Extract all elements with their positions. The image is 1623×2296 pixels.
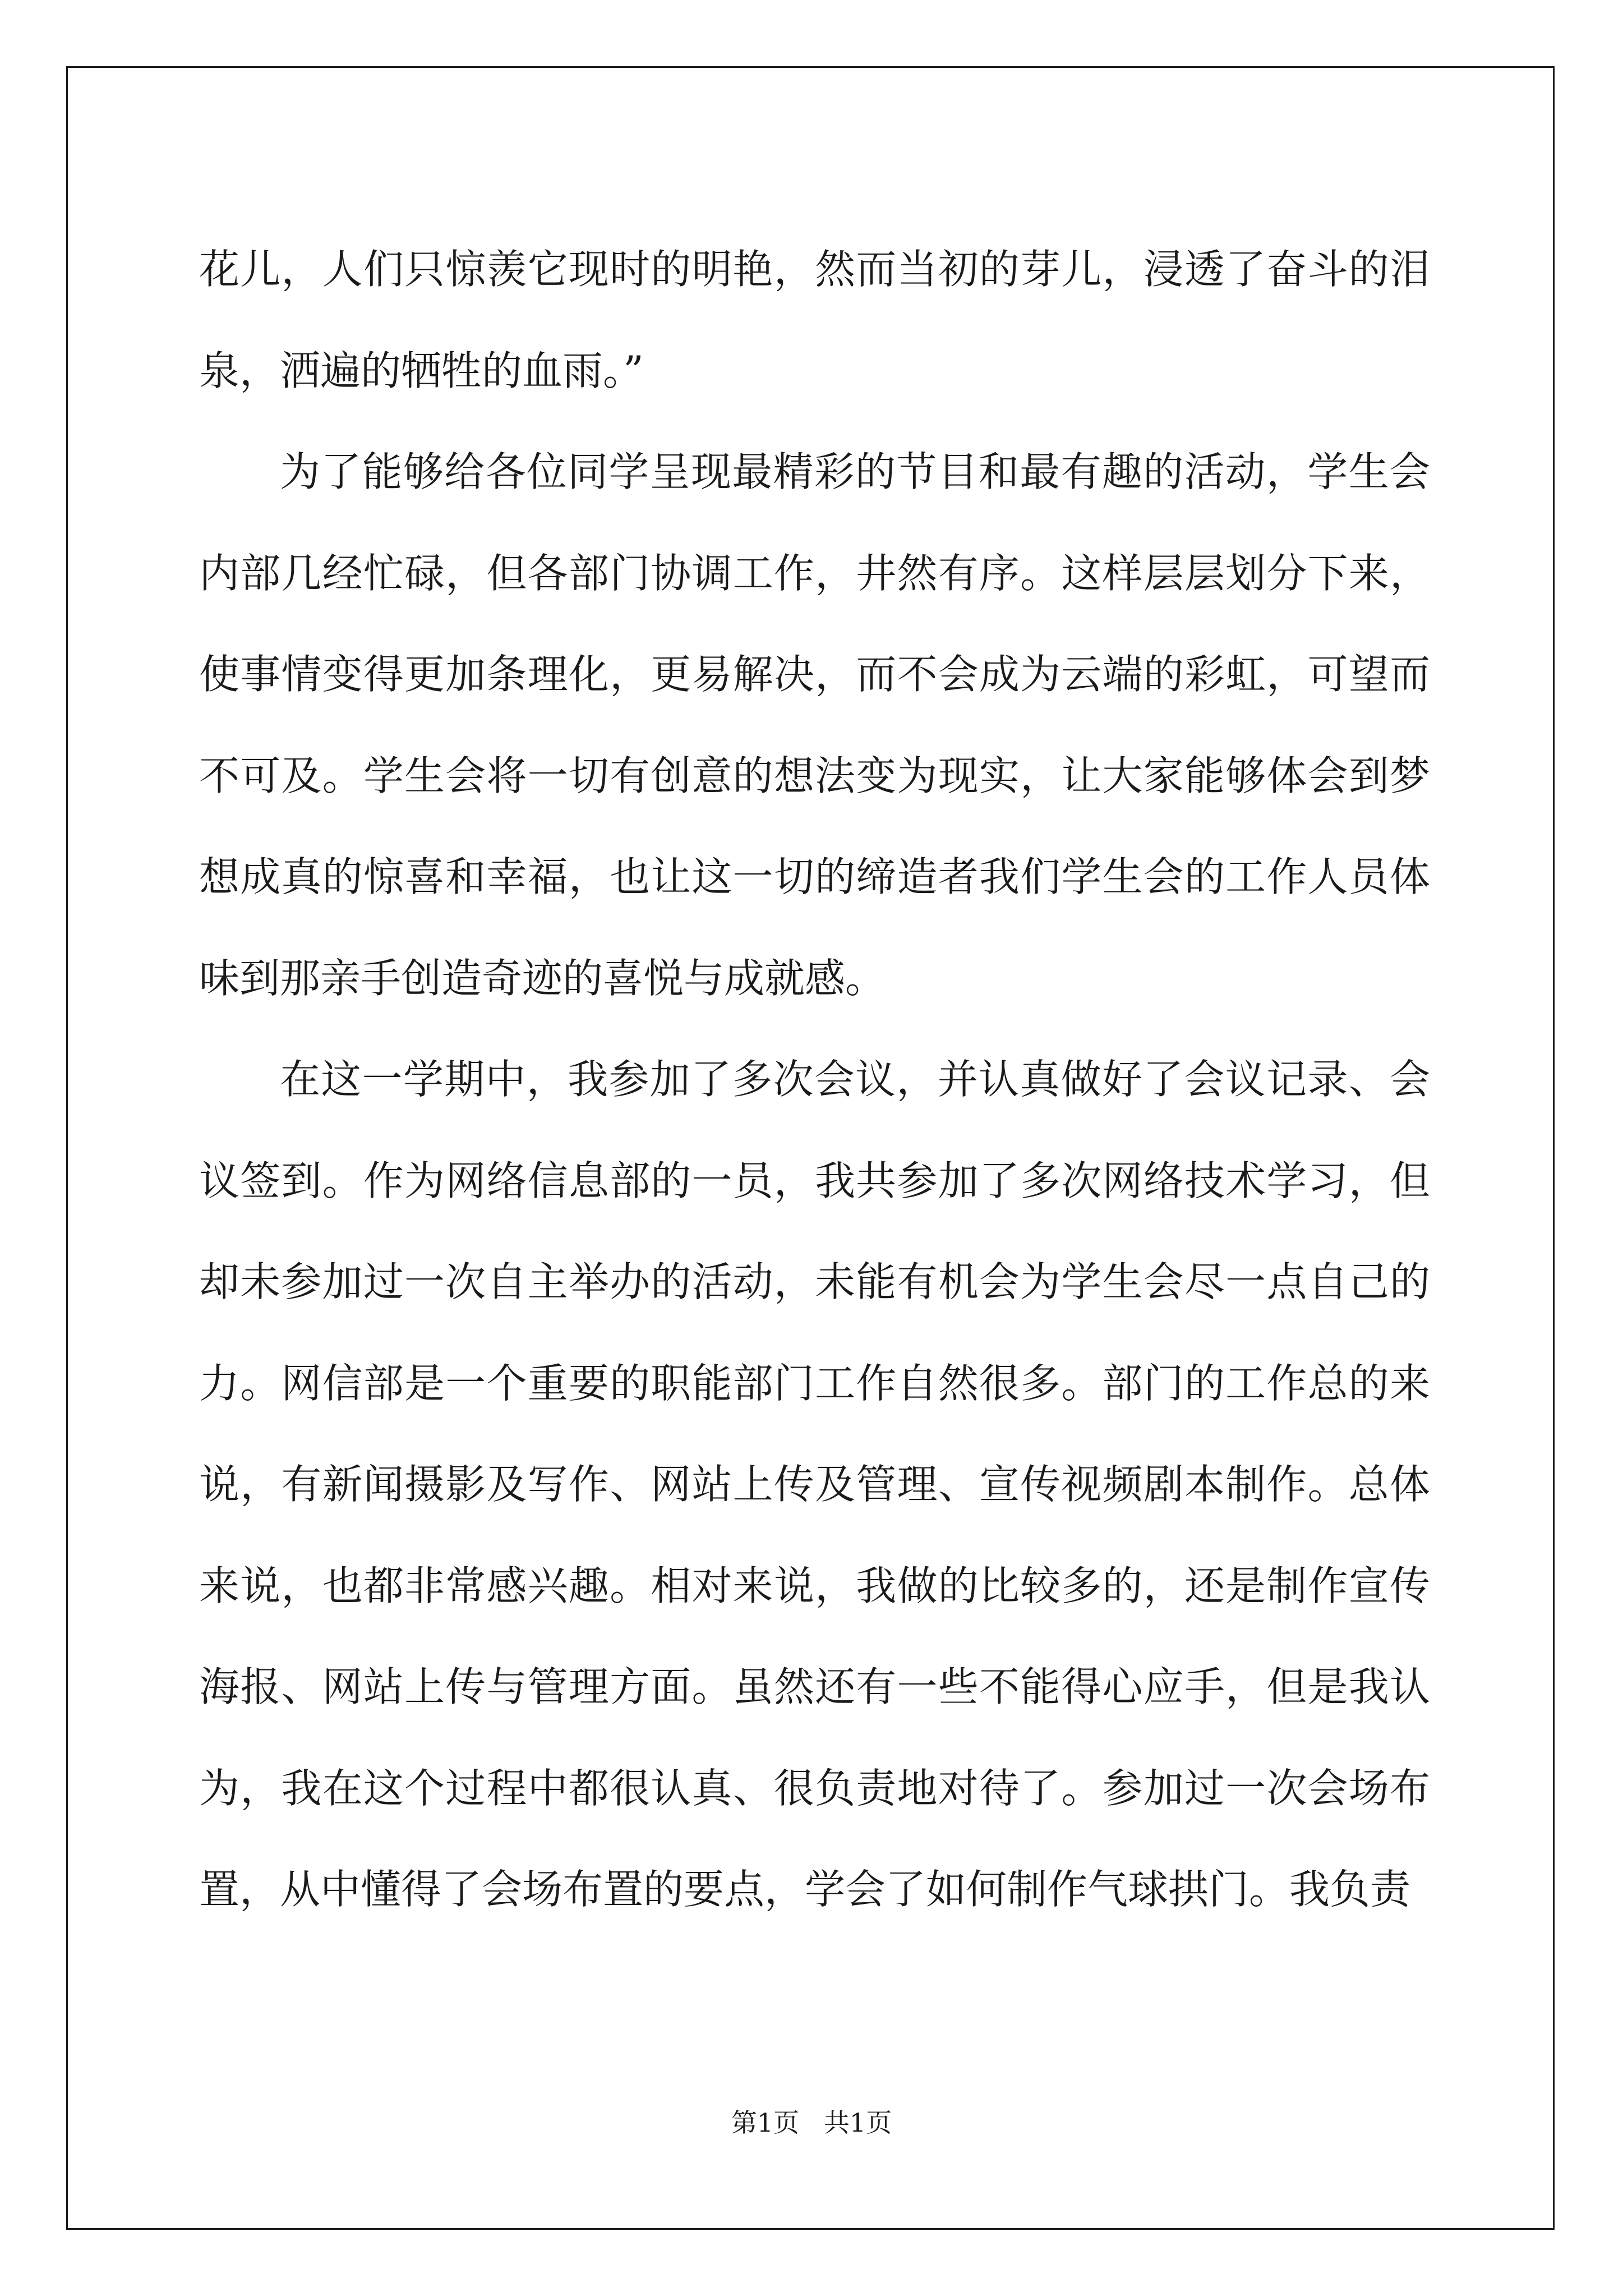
paragraph-3: 在这一学期中，我参加了多次会议，并认真做好了会议记录、会议签到。作为网络信息部的一员，我共参加了多次网络技术学习，但却未参加过一次自主举办的活动，未能有机会为学生会尽一点自己的力。网信部是一个重要的职能部门工作自然很多。部门的工作总的来说，有新闻摄影及写作、网站上传及管理、宣传视频剧本制作。总体来说，也都非常感兴趣。相对来说，我做的比较多的，还是制作宣传海报、网站上传与管理方面。虽然还有一些不能得心应手，但是我认为，我在这个过程中都很认真、很负责地对待了。参加过一次会场布置，从中懂得了会场布置的要点，学会了如何制作气球拱门。我负责	[199, 1056, 1430, 1913]
paragraph-2: 为了能够给各位同学呈现最精彩的节目和最有趣的活动，学生会内部几经忙碌，但各部门协调工作，井然有序。这样层层划分下来，使事情变得更加条理化，更易解决，而不会成为云端的彩虹，可望而不可及。学生会将一切有创意的想法变为现实，让大家能够体会到梦想成真的惊喜和幸福，也让这一切的缔造者我们学生会的工作人员体味到那亲手创造奇迹的喜悦与成就感。	[199, 448, 1430, 1002]
paragraph-1: 花儿，人们只惊羡它现时的明艳，然而当初的芽儿，浸透了奋斗的泪泉，洒遍的牺牲的血雨。”	[199, 246, 1430, 394]
document-body	[199, 219, 1430, 1940]
page-footer: 第1页 共1页	[731, 2108, 892, 2138]
